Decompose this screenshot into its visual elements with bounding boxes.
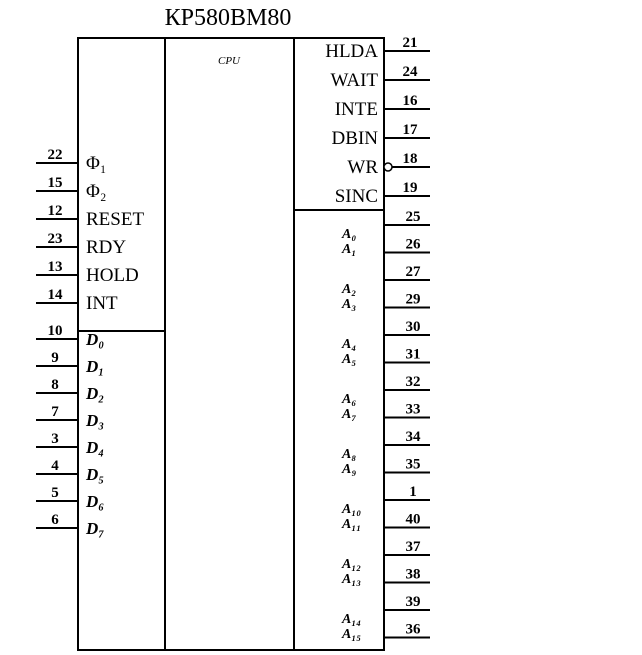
pin-number-right: 27 [405, 264, 421, 280]
control-pin-label: HOLD [86, 265, 139, 286]
data-pin-label: D₁ [86, 357, 105, 376]
control-pin-label: RESET [86, 209, 145, 230]
inversion-bubble [384, 163, 392, 171]
pin-number-left: 12 [47, 203, 63, 219]
address-pin-label: A₂ [342, 282, 357, 297]
pin-number-right: 21 [402, 35, 418, 51]
control-pin-label: WAIT [330, 70, 378, 91]
control-pin-label: DBIN [331, 128, 378, 149]
pin-number-left: 9 [51, 350, 59, 366]
pin-number-left: 13 [47, 259, 63, 275]
left-pins [36, 147, 144, 538]
pin-number-left: 22 [47, 147, 63, 163]
chip-title: КР580ВМ80 [164, 5, 292, 31]
pin-number-left: 5 [51, 485, 59, 501]
cpu-block-label: CPU [218, 55, 240, 67]
pin-number-right: 34 [405, 429, 421, 445]
pin-number-right: 25 [405, 209, 421, 225]
pin-number-left: 10 [47, 323, 63, 339]
address-pin-label: A₅ [342, 352, 357, 367]
pin-number-left: 15 [47, 175, 63, 191]
data-pin-label: D₆ [86, 492, 105, 511]
address-pin-label: A₁₁ [342, 517, 362, 532]
address-pin-label: A₇ [342, 407, 357, 422]
address-pin-label: A₃ [342, 297, 357, 312]
address-pin-label: A₆ [342, 392, 357, 407]
data-pin-label: D₃ [86, 411, 105, 430]
pin-number-left: 4 [51, 458, 59, 474]
data-pin-label: D₇ [86, 519, 105, 538]
pin-number-right: 32 [405, 374, 421, 390]
pin-number-right: 35 [405, 456, 421, 473]
pin-number-left: 3 [51, 431, 59, 447]
address-pin-label: A₄ [342, 337, 357, 352]
pin-number-left: 8 [51, 377, 59, 393]
address-pin-label: A₁ [342, 242, 357, 257]
pin-number-right: 17 [402, 122, 418, 138]
pin-number-right: 39 [405, 594, 421, 610]
pin-number-right: 19 [402, 180, 418, 196]
pin-number-right: 38 [405, 566, 421, 583]
pin-number-left: 7 [51, 404, 59, 420]
address-pin-label: A₁₀ [342, 502, 362, 517]
pin-number-right: 31 [405, 346, 421, 363]
address-pin-label: A₈ [342, 447, 357, 462]
pin-number-left: 6 [51, 512, 59, 528]
address-pin-label: A₀ [342, 227, 357, 242]
pin-number-right: 26 [405, 236, 421, 253]
pin-number-right: 40 [405, 511, 421, 528]
control-pin-label: INTE [334, 99, 378, 120]
pin-number-right: 18 [402, 151, 418, 167]
control-pin-label: INT [86, 293, 118, 314]
control-pin-label: Φ₁ [86, 153, 107, 174]
address-pin-label: A₁₃ [342, 572, 362, 587]
control-pin-label: SINC [334, 186, 378, 207]
pin-number-left: 14 [47, 287, 63, 303]
control-pin-label: HLDA [325, 41, 378, 62]
address-pin-label: A₉ [342, 462, 357, 477]
address-pin-label: A₁₅ [342, 627, 362, 642]
pin-number-right: 29 [405, 291, 421, 308]
data-pin-label: D₂ [86, 384, 105, 403]
control-pin-label: RDY [86, 237, 127, 258]
pin-number-right: 16 [402, 93, 418, 109]
pin-number-right: 37 [405, 539, 421, 555]
pin-number-right: 36 [405, 621, 421, 638]
pin-number-right: 1 [409, 484, 417, 500]
pin-number-right: 24 [402, 64, 418, 80]
address-pin-label: A₁₂ [342, 557, 362, 572]
right-pins [325, 35, 430, 642]
pin-number-left: 23 [47, 231, 63, 247]
control-pin-label: Φ₂ [86, 181, 107, 202]
data-pin-label: D₅ [86, 465, 105, 484]
data-pin-label: D₄ [86, 438, 105, 457]
pin-number-right: 33 [405, 401, 421, 418]
address-pin-label: A₁₄ [342, 612, 362, 627]
pin-number-right: 30 [405, 319, 421, 335]
control-pin-label: WR [347, 157, 378, 178]
data-pin-label: D₀ [86, 330, 105, 349]
